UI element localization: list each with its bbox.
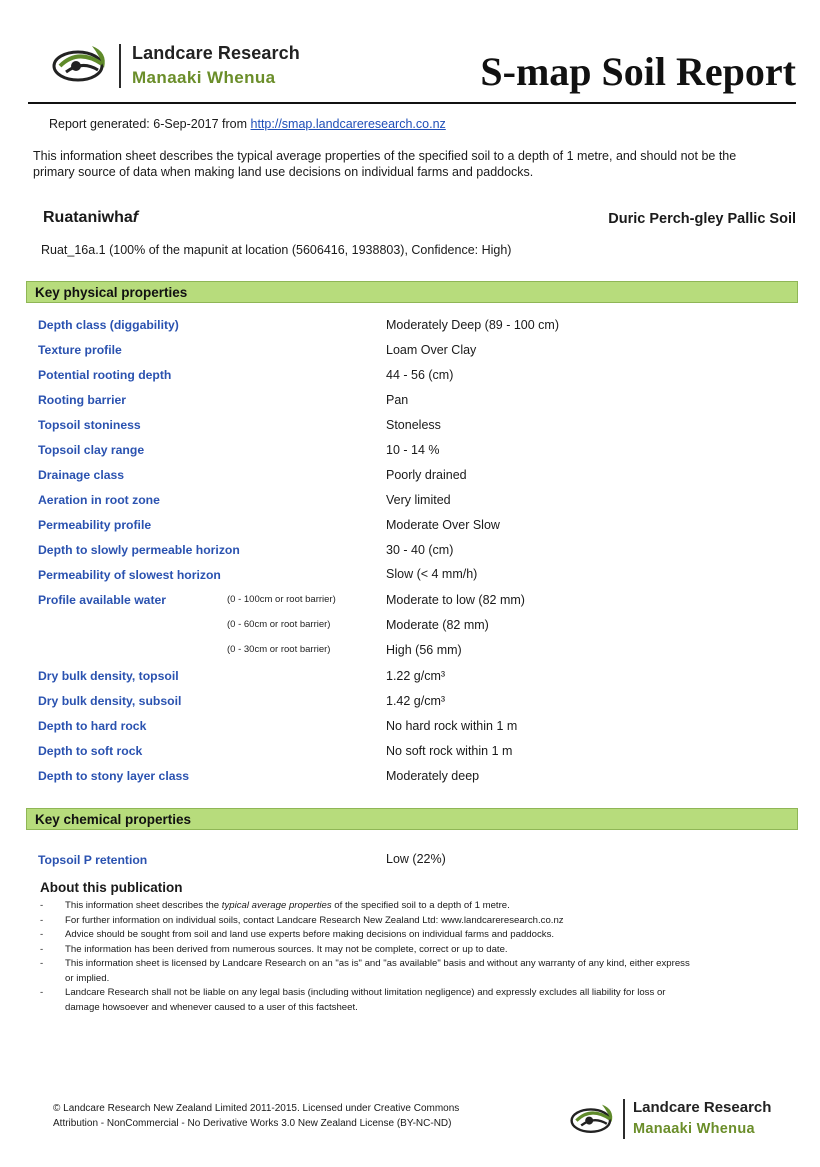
about-item: - The information has been derived from numerous sources. It may not be complete, correct or up to date.	[40, 943, 508, 955]
footer-logo-icon	[570, 1100, 618, 1138]
soil-name-base: Ruataniwha	[43, 209, 133, 226]
landcare-logo-icon	[52, 42, 112, 86]
prop-value-rooting-depth: 44 - 56 (cm)	[386, 368, 454, 382]
physical-properties-header: Key physical properties	[26, 281, 798, 303]
prop-value-p-retention: Low (22%)	[386, 852, 446, 866]
prop-value-drainage-class: Poorly drained	[386, 468, 467, 482]
prop-value-water-30cm: High (56 mm)	[386, 643, 462, 657]
prop-value-hard-rock: No hard rock within 1 m	[386, 719, 518, 733]
copyright-notice	[53, 1101, 473, 1131]
report-generated-line	[49, 117, 446, 131]
prop-sub-water-60cm: (0 - 60cm or root barrier)	[227, 619, 331, 630]
prop-label-bulk-density-topsoil: Dry bulk density, topsoil	[38, 669, 179, 683]
prop-label-stony-layer: Depth to stony layer class	[38, 769, 190, 783]
chemical-properties-header: Key chemical properties	[26, 808, 798, 830]
intro-paragraph: This information sheet describes the typical average properties of the specified soil to a depth of 1 metre, and should not be the primary source of data when making land use decisions on individual farms and paddocks.	[33, 149, 737, 179]
soil-name	[43, 209, 138, 227]
prop-label-topsoil-stoniness: Topsoil stoniness	[38, 418, 141, 432]
header-rule	[28, 102, 796, 104]
about-item: - Landcare Research shall not be liable on any legal basis (including without limitation negligence) and expressly excludes all liability for loss or damage howsoever and whenever caused to a user of this factsheet.	[40, 987, 666, 1013]
prop-label-slowest-permeability: Permeability of slowest horizon	[38, 568, 221, 582]
prop-sub-water-100cm: (0 - 100cm or root barrier)	[227, 594, 336, 605]
about-list	[40, 899, 700, 1015]
prop-label-available-water: Profile available water	[38, 593, 167, 607]
prop-value-rooting-barrier: Pan	[386, 393, 409, 407]
soil-code-line: Ruat_16a.1 (100% of the mapunit at location (5606416, 1938803), Confidence: High)	[41, 243, 512, 257]
soil-name-suffix: f	[132, 209, 139, 226]
footer-brand-maori: Manaaki Whenua	[633, 1121, 755, 1137]
footer-brand-english: Landcare Research	[633, 1099, 772, 1116]
prop-label-drainage-class: Drainage class	[38, 468, 125, 482]
prop-value-texture-profile: Loam Over Clay	[386, 343, 477, 357]
prop-value-stony-layer: Moderately deep	[386, 769, 480, 783]
smap-link[interactable]: http://smap.landcareresearch.co.nz	[250, 117, 446, 131]
soil-classification: Duric Perch-gley Pallic Soil	[608, 211, 796, 227]
prop-value-permeability-profile: Moderate Over Slow	[386, 518, 500, 532]
brand-name-english: Landcare Research	[132, 43, 300, 63]
prop-value-slow-horizon-depth: 30 - 40 (cm)	[386, 543, 454, 557]
copyright-line-2: Attribution - NonCommercial - No Derivative Works 3.0 New Zealand License (BY-NC-ND)	[53, 1118, 452, 1129]
prop-label-hard-rock: Depth to hard rock	[38, 719, 147, 733]
prop-value-depth-class: Moderately Deep (89 - 100 cm)	[386, 318, 559, 332]
prop-value-water-100cm: Moderate to low (82 mm)	[386, 593, 525, 607]
prop-label-rooting-barrier: Rooting barrier	[38, 393, 127, 407]
prop-sub-water-30cm: (0 - 30cm or root barrier)	[227, 644, 331, 655]
about-title: About this publication	[40, 880, 183, 895]
brand-name-maori: Manaaki Whenua	[132, 68, 276, 87]
prop-value-bulk-density-subsoil: 1.42 g/cm³	[386, 694, 446, 708]
prop-label-rooting-depth: Potential rooting depth	[38, 368, 172, 382]
prop-value-topsoil-clay: 10 - 14 %	[386, 443, 440, 457]
copyright-line-1: © Landcare Research New Zealand Limited 2011-2015. Licensed under Creative Commons	[53, 1103, 460, 1114]
prop-value-bulk-density-topsoil: 1.22 g/cm³	[386, 669, 446, 683]
prop-label-texture-profile: Texture profile	[38, 343, 122, 357]
prop-label-topsoil-clay: Topsoil clay range	[38, 443, 145, 457]
prop-label-aeration: Aeration in root zone	[38, 493, 160, 507]
prop-value-soft-rock: No soft rock within 1 m	[386, 744, 513, 758]
prop-label-depth-class: Depth class (diggability)	[38, 318, 179, 332]
about-item: - This information sheet is licensed by Landcare Research on an "as is" and "as available" basis and without any warranty of any kind, either express or implied.	[40, 958, 690, 984]
prop-value-water-60cm: Moderate (82 mm)	[386, 618, 489, 632]
prop-value-topsoil-stoniness: Stoneless	[386, 418, 441, 432]
prop-value-aeration: Very limited	[386, 493, 451, 507]
prop-label-bulk-density-subsoil: Dry bulk density, subsoil	[38, 694, 182, 708]
generated-text: Report generated: 6-Sep-2017 from	[49, 117, 248, 131]
prop-label-permeability-profile: Permeability profile	[38, 518, 152, 532]
prop-label-soft-rock: Depth to soft rock	[38, 744, 143, 758]
prop-label-slow-horizon-depth: Depth to slowly permeable horizon	[38, 543, 240, 557]
prop-value-slowest-permeability: Slow (< 4 mm/h)	[386, 567, 478, 581]
about-item: - For further information on individual soils, contact Landcare Research New Zealand Ltd: www.landcareresearch.co.nz	[40, 914, 564, 926]
about-item: - This information sheet describes the typical average properties of the specified soil to a depth of 1 metre.	[40, 900, 510, 911]
about-item: - Advice should be sought from soil and land use experts before making decisions on individual farms and paddocks.	[40, 929, 555, 940]
prop-label-p-retention: Topsoil P retention	[38, 853, 148, 867]
report-title: S-map Soil Report	[480, 49, 796, 94]
logo-divider	[119, 44, 121, 88]
footer-logo-divider	[623, 1099, 625, 1139]
